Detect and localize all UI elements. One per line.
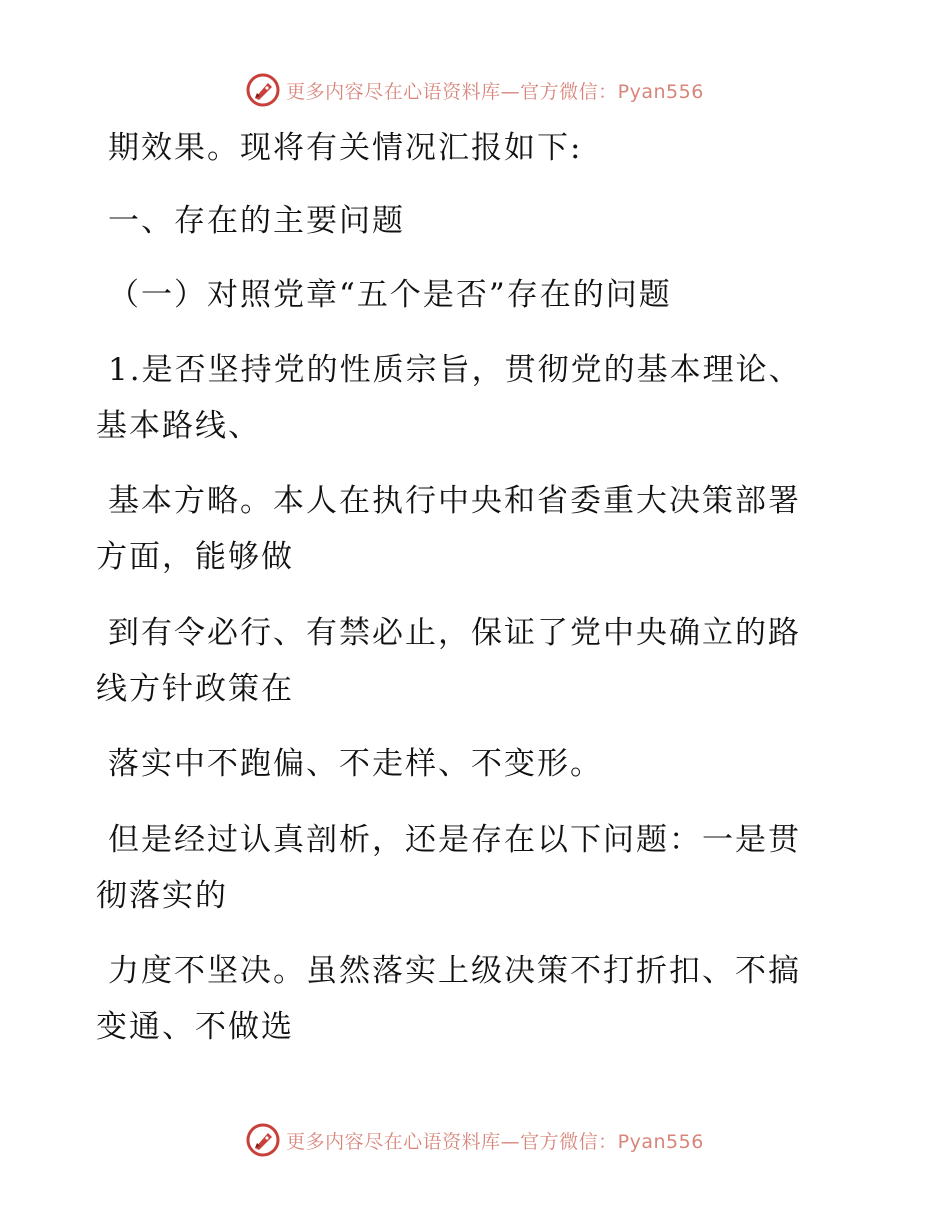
text-line: 落实中不跑偏、不走样、不变形。 — [108, 746, 603, 782]
watermark-text: 更多内容尽在心语资料库—官方微信：Pyan556 — [286, 1130, 704, 1153]
text-line: 变通、不做选 — [96, 1009, 294, 1045]
section-heading: 一、存在的主要问题 — [108, 203, 405, 239]
text-line: 彻落实的 — [96, 878, 228, 914]
subsection-heading: （一）对照党章“五个是否”存在的问题 — [108, 277, 672, 313]
text-line: 1.是否坚持党的性质宗旨，贯彻党的基本理论、 — [108, 352, 802, 388]
text-line: 基本方略。本人在执行中央和省委重大决策部署 — [108, 483, 801, 519]
text-line: 基本路线、 — [96, 408, 261, 444]
text-line: 但是经过认真剖析，还是存在以下问题：一是贯 — [108, 822, 801, 858]
watermark-banner-bottom — [0, 1118, 950, 1162]
text-line: 方面，能够做 — [96, 539, 294, 575]
pen-nib-logo-icon — [246, 1123, 280, 1157]
text-line: 期效果。现将有关情况汇报如下: — [108, 130, 583, 166]
text-line: 力度不坚决。虽然落实上级决策不打折扣、不搞 — [108, 953, 801, 989]
text-line: 线方针政策在 — [96, 671, 294, 707]
watermark-text: 更多内容尽在心语资料库—官方微信：Pyan556 — [286, 80, 704, 103]
text-line: 到有令必行、有禁必止，保证了党中央确立的路 — [108, 615, 801, 651]
